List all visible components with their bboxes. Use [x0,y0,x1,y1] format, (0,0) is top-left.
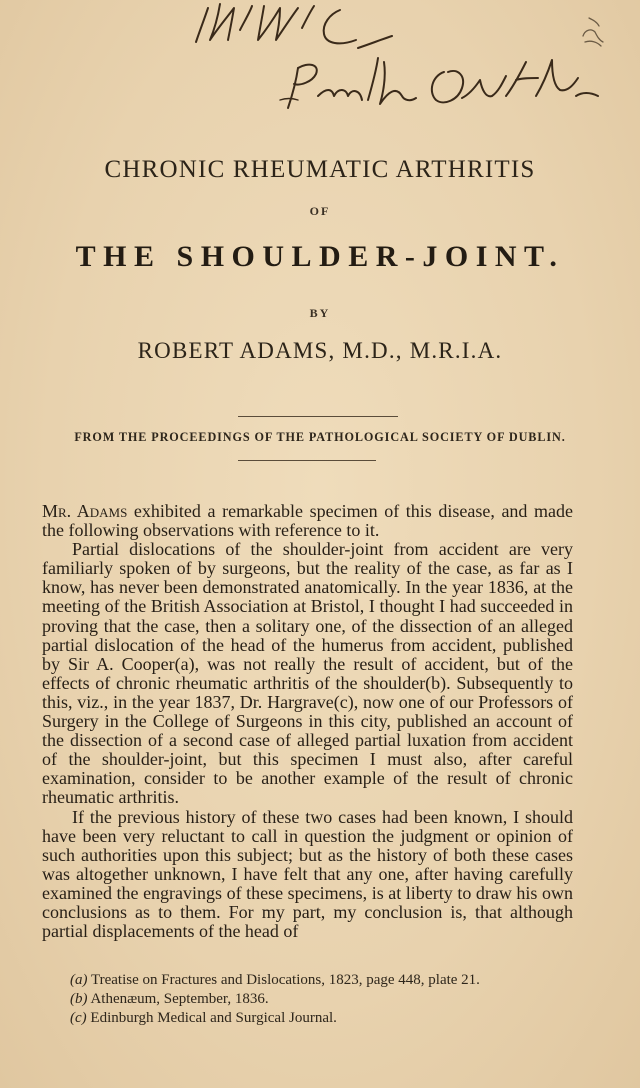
footnote-text: Treatise on Fractures and Dislocations, 1823, page 448, plate 21. [90,972,480,988]
byline-label: BY [309,306,331,320]
title-connector-of: OF [309,204,331,218]
footnote-text: Athenæum, September, 1836. [90,991,269,1007]
paragraph-2: Partial dislocations of the shoulder-joint from accident are very familiarly spoken of by surgeons, but the reality of the case, as far as I know, has never been demonstrated anatomically. In the year 1836, at the meeting of the British Association at Bristol, I thought I had succeeded in proving that the case, then a solitary one, of the dissection of an alleged partial dislocation of the head of the humerus from accident, published by Sir A. Cooper(a), was not really the result of accident, but of the effects of chronic rheumatic arthritis of the shoulder(b). Subsequently to this, viz., in the year 1837, Dr. Hargrave(c), now one of our Professors of Surgery in the College of Surgeons in this city, published an account of the dissection of a second case of alleged partial luxation from accident of the shoulder-joint, but this specimen I must also, after careful examination, consider to be another example of the result of chronic rheumatic arthritis. [42,539,573,808]
paragraph-3: If the previous history of these two cases had been known, I should have been very reluctant to call in question the judgment or opinion of such authorities upon this subject; but as the history of both these cases was altogether unknown, I have felt that any one, after having carefully examined the engravings of these specimens, is at liberty to draw his own conclusions as to them. For my part, my conclusion is, that although partial displacements of the head of [42,806,573,942]
footnote-text: Edinburgh Medical and Surgical Journal. [90,1010,337,1026]
title-line-1: CHRONIC RHEUMATIC ARTHRITIS [104,156,536,183]
footnote-b [70,990,570,1009]
divider-rule-bottom [238,460,376,461]
source-line: FROM THE PROCEEDINGS OF THE PATHOLOGICAL SOCIETY OF DUBLIN. [74,430,566,444]
body-text [42,502,573,941]
footnote-mark: (a) [70,972,88,988]
footnote-mark: (c) [70,1010,87,1026]
author-name: ROBERT ADAMS, M.D., M.R.I.A. [137,338,503,363]
paragraph-1-text: exhibited a remarkable specimen of this disease, and made the following observations with reference to it. [42,501,574,541]
paragraph-1 [42,502,573,540]
speaker-name: Mr. Adams [42,501,128,521]
title-line-2: THE SHOULDER-JOINT. [75,240,565,273]
footnotes [70,971,570,1028]
footnote-mark: (b) [70,991,88,1007]
divider-rule-top [238,416,398,417]
handwritten-inscription [180,0,600,120]
footnote-c [70,1009,570,1028]
corner-pencil-mark [575,12,615,52]
footnote-a [70,971,570,990]
